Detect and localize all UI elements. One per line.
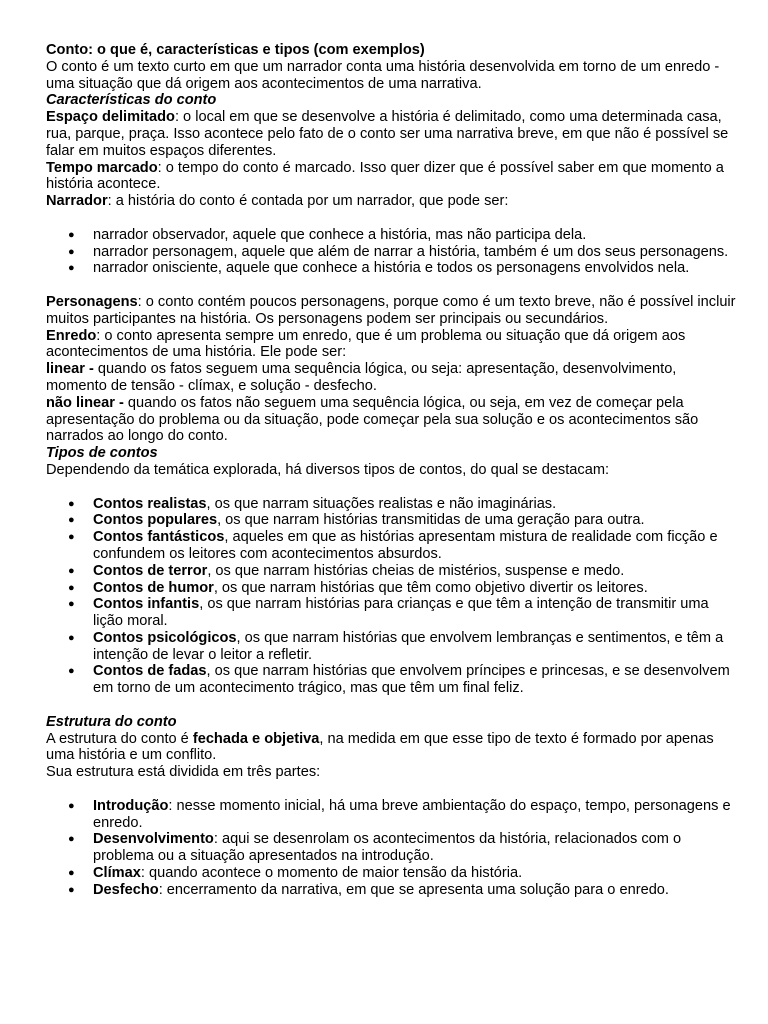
list-item: ● Contos populares, os que narram histórias transmitidas de uma geração para outra. [46,512,736,529]
list-item: ● narrador onisciente, aquele que conhece a história e todos os personagens envolvidos nela. [46,260,736,277]
types-list [46,496,736,698]
list-item: ● Contos de fadas, os que narram histórias que envolvem príncipes e princesas, e se desenvolvem em torno de um acontecimento trágico, mas que têm um final feliz. [46,663,736,697]
structure-parts-paragraph: Sua estrutura está dividida em três partes: [46,764,321,781]
time-paragraph: Tempo marcado: o tempo do conto é marcado. Isso quer dizer que é possível saber em que momento a história acontece. [46,159,724,193]
list-item: ● Desenvolvimento: aqui se desenrolam os acontecimentos da história, relacionados com o problema ou a situação apresentados na introdução. [46,831,736,865]
list-item: ● Contos de terror, os que narram histórias cheias de mistérios, suspense e medo. [46,563,736,580]
intro-paragraph: O conto é um texto curto em que um narrador conta uma história desenvolvida em torno de um enredo - uma situação que dá origem aos acontecimentos de uma narrativa. [46,58,720,92]
list-item: ● Desfecho: encerramento da narrativa, em que se apresenta uma solução para o enredo. [46,882,736,899]
list-item: ● Contos infantis, os que narram histórias para crianças e que têm a intenção de transmitir uma lição moral. [46,596,736,630]
structure-list [46,798,736,899]
characters-paragraph: Personagens: o conto contém poucos personagens, porque como é um texto breve, não é possível incluir muitos participantes na história. Os personagens podem ser principais ou secundários. [46,293,736,327]
list-item: ● Contos psicológicos, os que narram histórias que envolvem lembranças e sentimentos, e têm a intenção de levar o leitor a refletir. [46,630,736,664]
list-item: ● Contos fantásticos, aqueles em que as histórias apresentam mistura de realidade com ficção e confundem os leitores com acontecimentos absurdos. [46,529,736,563]
document-page [46,42,736,899]
list-item: ● Clímax: quando acontece o momento de maior tensão da história. [46,865,736,882]
narrator-paragraph: Narrador: a história do conto é contada por um narrador, que pode ser: [46,193,509,210]
linear-paragraph: linear - quando os fatos seguem uma sequência lógica, ou seja: apresentação, desenvolvimento, momento de tensão - clímax, e solução - desfecho. [46,361,677,394]
document-title: Conto: o que é, características e tipos (com exemplos) [46,42,425,58]
types-intro: Dependendo da temática explorada, há diversos tipos de contos, do qual se destacam: [46,461,610,478]
structure-paragraph: A estrutura do conto é fechada e objetiva, na medida em que esse tipo de texto é formado por apenas uma história e um conflito. [46,730,714,764]
list-item: ● narrador observador, aquele que conhece a história, mas não participa dela. [46,227,736,244]
list-item: ● Introdução: nesse momento inicial, há uma breve ambientação do espaço, tempo, personagens e enredo. [46,798,736,832]
space-paragraph: Espaço delimitado: o local em que se desenvolve a história é delimitado, como uma determinada casa, rua, parque, praça. Isso acontece pelo fato de o conto ser uma narrativa breve, em que não é possível se falar em muitos espaços diferentes. [46,109,729,159]
types-heading: Tipos de contos [46,445,158,462]
structure-heading: Estrutura do conto [46,713,177,730]
list-item: ● Contos realistas, os que narram situações realistas e não imaginárias. [46,496,736,513]
list-item: ● narrador personagem, aquele que além de narrar a história, também é um dos seus personagens. [46,244,736,261]
list-item: ● Contos de humor, os que narram histórias que têm como objetivo divertir os leitores. [46,580,736,597]
nonlinear-paragraph: não linear - quando os fatos não seguem uma sequência lógica, ou seja, em vez de começar pela apresentação do problema ou da situação, pode começar pela sua solução e os acontecimentos são narrados ao longo do conto. [46,394,699,445]
narrator-types-list [46,227,736,277]
plot-paragraph: Enredo: o conto apresenta sempre um enredo, que é um problema ou situação que dá origem aos acontecimentos de uma história. Ele pode ser: [46,327,686,361]
characteristics-heading: Características do conto [46,92,217,109]
